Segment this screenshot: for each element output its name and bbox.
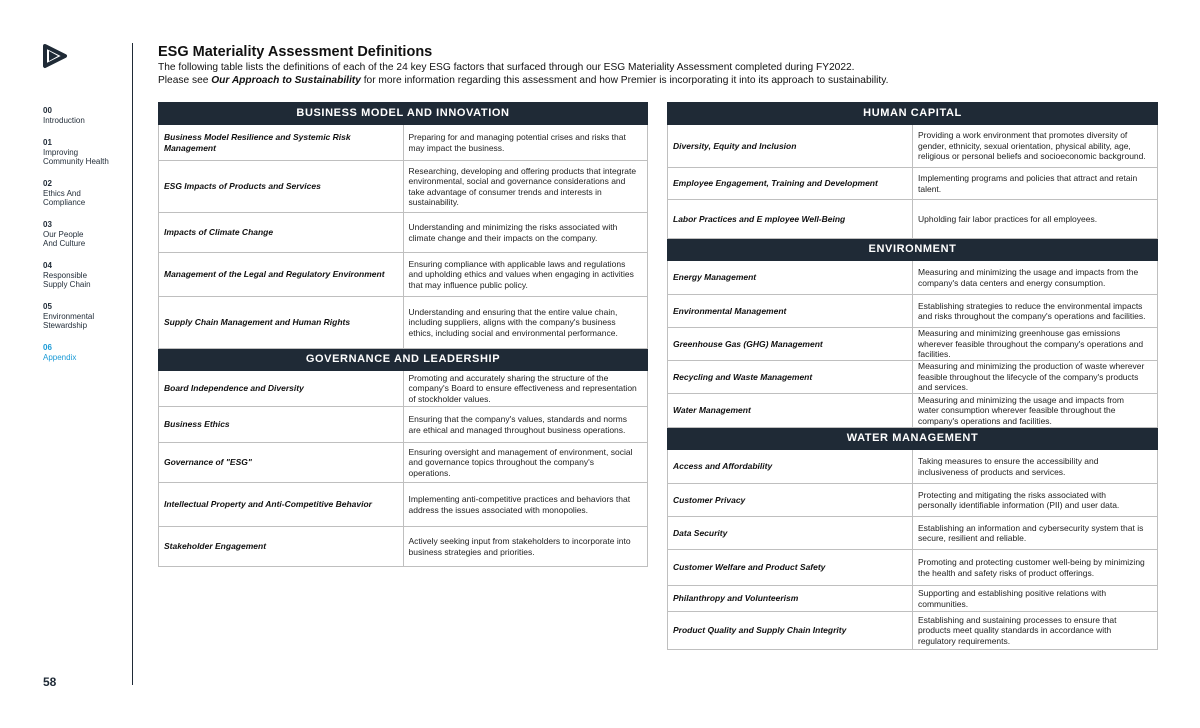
section-header	[668, 428, 1158, 450]
factor-definition: Preparing for and managing potential crises and risks that may impact the business.	[403, 125, 648, 161]
factor-name: Recycling and Waste Management	[668, 361, 913, 394]
table-row	[668, 295, 1158, 328]
factor-name: Diversity, Equity and Inclusion	[668, 125, 913, 168]
table-row	[668, 261, 1158, 295]
nav-item-label: Environmental Stewardship	[43, 311, 95, 331]
factor-definition: Implementing programs and policies that attract and retain talent.	[913, 168, 1158, 200]
premier-logo-icon	[43, 43, 68, 69]
factor-definition: Providing a work environment that promotes diversity of gender, ethnicity, sexual orientation, physical ability, age, religious or personal beliefs and socioeconomic background.	[913, 125, 1158, 168]
factor-name: Water Management	[668, 394, 913, 428]
factor-definition: Protecting and mitigating the risks associated with personally identifiable information (PII) and user data.	[913, 484, 1158, 517]
factor-name: Access and Affordability	[668, 450, 913, 484]
factor-definition: Promoting and accurately sharing the structure of the company's Board to ensure effectiveness and representation of stockholder values.	[403, 371, 648, 407]
factor-name: Customer Welfare and Product Safety	[668, 550, 913, 586]
nav-item-number: 04	[43, 261, 52, 270]
factor-definition: Taking measures to ensure the accessibility and inclusiveness of products and services.	[913, 450, 1158, 484]
factor-definition: Measuring and minimizing the usage and impacts from the company's data centers and energy consumption.	[913, 261, 1158, 295]
table-row	[159, 125, 648, 161]
nav-item-number: 03	[43, 220, 52, 229]
section-title: HUMAN CAPITAL	[668, 103, 1158, 125]
factor-definition: Understanding and minimizing the risks associated with climate change and their impacts on the company.	[403, 213, 648, 253]
nav-item-00[interactable]	[43, 106, 123, 125]
table-row	[159, 253, 648, 297]
factor-definition: Supporting and establishing positive relations with communities.	[913, 586, 1158, 612]
factor-definition: Establishing and sustaining processes to ensure that products meet quality standards in accordance with regulatory requirements.	[913, 612, 1158, 650]
nav-item-number: 01	[43, 138, 52, 147]
section-title: GOVERNANCE AND LEADERSHIP	[159, 349, 648, 371]
intro-suffix: for more information regarding this assessment and how Premier is incorporating it into its approach to sustainability.	[360, 74, 889, 86]
factor-name: Philanthropy and Volunteerism	[668, 586, 913, 612]
factor-name: Impacts of Climate Change	[159, 213, 404, 253]
nav-item-label: Introduction	[43, 115, 85, 125]
nav-item-label: Appendix	[43, 352, 77, 362]
nav-item-03[interactable]	[43, 220, 123, 249]
left-definitions-table	[158, 102, 648, 567]
factor-name: ESG Impacts of Products and Services	[159, 161, 404, 213]
nav-item-label: Improving Community Health	[43, 147, 109, 167]
factor-name: Employee Engagement, Training and Development	[668, 168, 913, 200]
sustainability-link[interactable]: Our Approach to Sustainability	[211, 74, 361, 86]
table-row	[668, 517, 1158, 550]
factor-definition: Understanding and ensuring that the entire value chain, including suppliers, aligns with the company's business ethics, including social and environmental performance.	[403, 297, 648, 349]
page-title: ESG Materiality Assessment Definitions	[158, 44, 433, 60]
table-row	[668, 328, 1158, 361]
factor-name: Labor Practices and E mployee Well-Being	[668, 200, 913, 239]
factor-definition: Establishing strategies to reduce the environmental impacts and risks throughout the company's operations and facilities.	[913, 295, 1158, 328]
nav-item-number: 00	[43, 106, 52, 115]
nav-item-label: Ethics And Compliance	[43, 188, 86, 208]
factor-definition: Researching, developing and offering products that integrate environmental, social and governance considerations and take advantage of consumer trends and interests in sustainability.	[403, 161, 648, 213]
nav-item-06[interactable]	[43, 343, 123, 362]
table-row	[159, 483, 648, 527]
table-row	[668, 361, 1158, 394]
factor-definition: Establishing an information and cybersecurity system that is secure, resilient and reliable.	[913, 517, 1158, 550]
table-row	[159, 527, 648, 567]
table-row	[668, 612, 1158, 650]
section-header	[159, 349, 648, 371]
table-row	[159, 443, 648, 483]
factor-name: Board Independence and Diversity	[159, 371, 404, 407]
nav-item-02[interactable]	[43, 179, 123, 208]
nav-item-number: 05	[43, 302, 52, 311]
factor-definition: Measuring and minimizing greenhouse gas emissions wherever feasible throughout the company's operations and facilities.	[913, 328, 1158, 361]
factor-name: Data Security	[668, 517, 913, 550]
nav-item-number: 02	[43, 179, 52, 188]
factor-name: Greenhouse Gas (GHG) Management	[668, 328, 913, 361]
factor-name: Intellectual Property and Anti-Competitive Behavior	[159, 483, 404, 527]
factor-name: Energy Management	[668, 261, 913, 295]
page-number: 58	[43, 675, 57, 689]
nav-item-04[interactable]	[43, 261, 123, 290]
table-row	[668, 484, 1158, 517]
table-row	[668, 586, 1158, 612]
table-row	[159, 407, 648, 443]
table-row	[159, 161, 648, 213]
factor-definition: Measuring and minimizing the production of waste wherever feasible throughout the lifecycle of the company's products and services.	[913, 361, 1158, 394]
nav-item-05[interactable]	[43, 302, 123, 331]
section-title: WATER MANAGEMENT	[668, 428, 1158, 450]
factor-name: Product Quality and Supply Chain Integrity	[668, 612, 913, 650]
factor-name: Business Model Resilience and Systemic Risk Management	[159, 125, 404, 161]
table-row	[668, 200, 1158, 239]
section-header	[668, 239, 1158, 261]
section-title: ENVIRONMENT	[668, 239, 1158, 261]
intro-line-2	[158, 75, 1158, 88]
factor-name: Environmental Management	[668, 295, 913, 328]
factor-definition: Actively seeking input from stakeholders to incorporate into business strategies and priorities.	[403, 527, 648, 567]
table-row	[668, 394, 1158, 428]
factor-name: Customer Privacy	[668, 484, 913, 517]
right-definitions-table	[667, 102, 1158, 650]
factor-name: Supply Chain Management and Human Rights	[159, 297, 404, 349]
table-row	[668, 550, 1158, 586]
table-row	[668, 450, 1158, 484]
factor-name: Stakeholder Engagement	[159, 527, 404, 567]
factor-name: Management of the Legal and Regulatory Environment	[159, 253, 404, 297]
intro-line-1: The following table lists the definitions of each of the 24 key ESG factors that surfaced through our ESG Materiality Assessment completed during FY2022.	[158, 62, 855, 73]
nav-item-label: Responsible Supply Chain	[43, 270, 91, 290]
factor-definition: Ensuring compliance with applicable laws and regulations and upholding ethics and values when engaging in activities that may influence public policy.	[403, 253, 648, 297]
factor-definition: Measuring and minimizing the usage and impacts from water consumption wherever feasible throughout the company's operations and facilities.	[913, 394, 1158, 428]
intro-text	[158, 62, 1158, 87]
table-row	[668, 168, 1158, 200]
section-header	[159, 103, 648, 125]
factor-definition: Promoting and protecting customer well-being by minimizing the health and safety risks of product offerings.	[913, 550, 1158, 586]
nav-item-number: 06	[43, 343, 52, 352]
factor-name: Governance of "ESG"	[159, 443, 404, 483]
nav-item-01[interactable]	[43, 138, 123, 167]
table-row	[668, 125, 1158, 168]
table-row	[159, 213, 648, 253]
section-header	[668, 103, 1158, 125]
factor-definition: Upholding fair labor practices for all employees.	[913, 200, 1158, 239]
nav-item-label: Our People And Culture	[43, 229, 86, 249]
sidebar-divider	[132, 43, 133, 685]
table-row	[159, 297, 648, 349]
sidebar	[0, 0, 133, 728]
factor-definition: Ensuring that the company's values, standards and norms are ethical and managed throughout business operations.	[403, 407, 648, 443]
intro-prefix: Please see	[158, 74, 212, 86]
factor-name: Business Ethics	[159, 407, 404, 443]
table-row	[159, 371, 648, 407]
factor-definition: Ensuring oversight and management of environment, social and governance topics throughout the company's operations.	[403, 443, 648, 483]
factor-definition: Implementing anti-competitive practices and behaviors that address the issues associated with monopolies.	[403, 483, 648, 527]
section-title: BUSINESS MODEL AND INNOVATION	[159, 103, 648, 125]
